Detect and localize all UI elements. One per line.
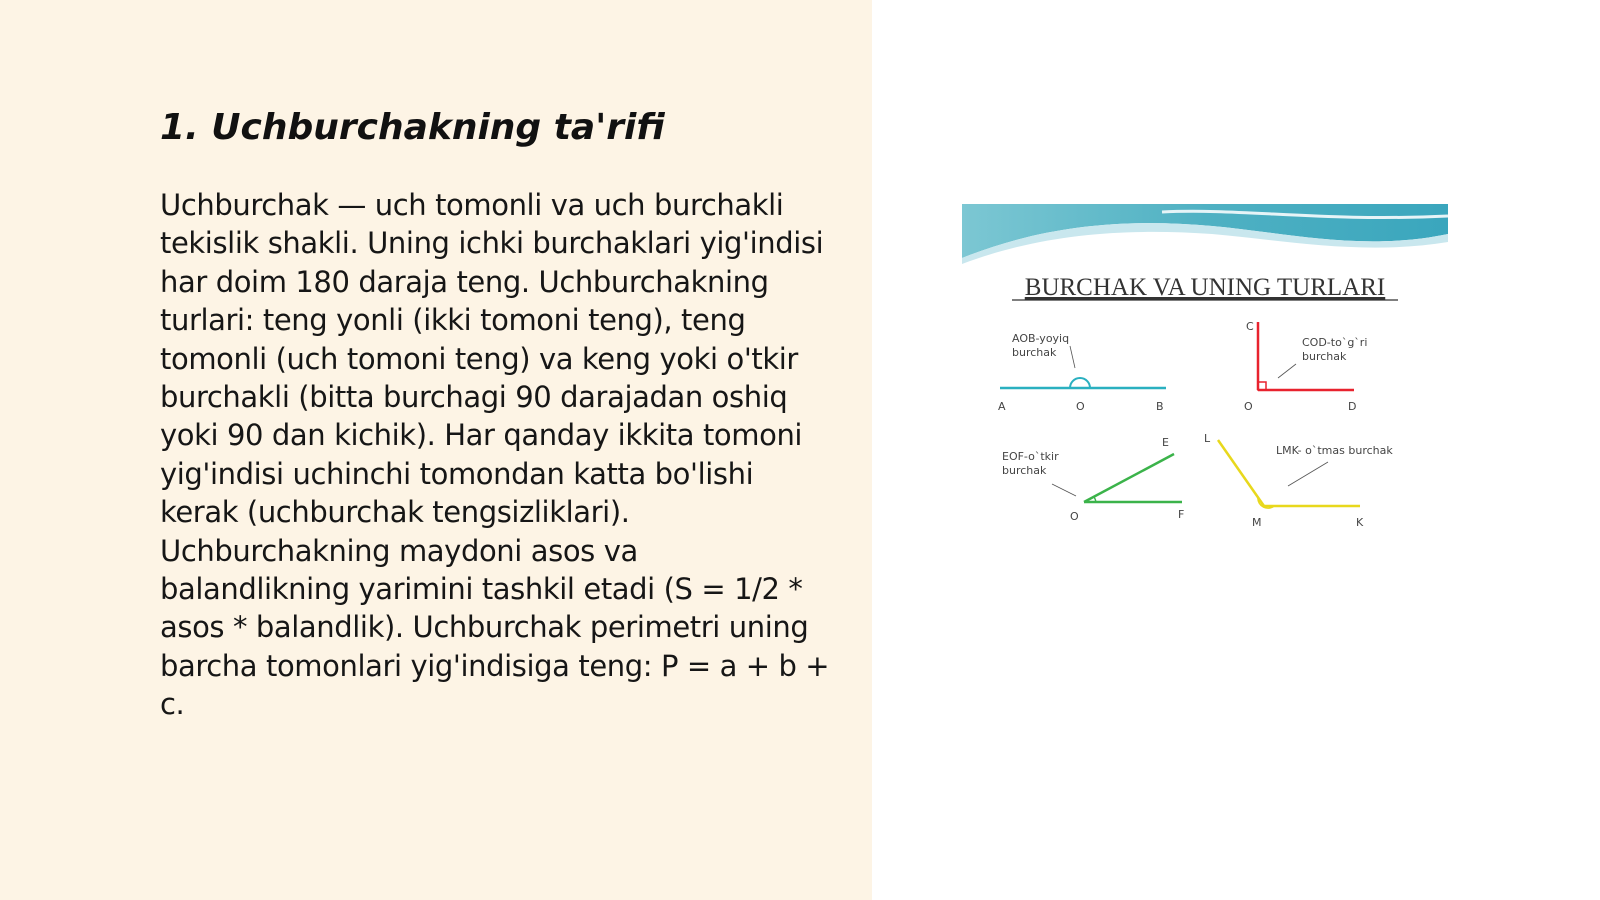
point-a-label: A (998, 400, 1006, 413)
acute-angle-caption-line1: EOF-o`tkir (1002, 450, 1059, 463)
right-angle-caption-line2: burchak (1302, 350, 1347, 363)
straight-angle-pointer (1070, 346, 1075, 368)
acute-angle-upper-ray (1084, 454, 1174, 502)
figure-heading: BURCHAK VA UNING TURLARI (1024, 274, 1386, 301)
acute-angle-diagram (1002, 436, 1184, 523)
point-o-acute-label: O (1070, 510, 1079, 523)
point-o-right-label: O (1244, 400, 1253, 413)
right-angle-diagram (1244, 320, 1367, 413)
angle-types-illustration (962, 204, 1448, 574)
slide-title: 1. Uchburchakning ta'rifi (160, 107, 665, 148)
slide-body-text: Uchburchak — uch tomonli va uch burchakli tekislik shakli. Uning ichki burchaklari yig'indisi har doim 180 daraja teng. Uchburchakning turlari: teng yonli (ikki tomoni teng), teng tomonli (uch tomoni teng) va keng yoki o'tkir burchakli (bitta burchagi 90 darajadan oshiq yoki 90 dan kichik). Har qanday ikkita tomoni yig'indisi uchinchi tomondan katta bo'lishi kerak (uchburchak tengsizliklari). Uchburchakning maydoni asos va balandlikning yarimini tashkil etadi (S = 1/2 * asos * balandlik). Uchburchak perimetri uning barcha tomonlari yig'indisiga teng: P = a + b + c. (160, 188, 830, 722)
straight-angle-caption-line1: AOB-yoyiq (1012, 332, 1070, 345)
right-angle-pointer (1278, 364, 1296, 378)
point-f-label: F (1178, 508, 1185, 521)
acute-angle-pointer (1052, 484, 1076, 496)
point-l-label: L (1204, 432, 1211, 445)
banner-wave (962, 204, 1448, 264)
point-o-label: O (1076, 400, 1085, 413)
point-e-label: E (1162, 436, 1169, 449)
obtuse-angle-pointer (1288, 462, 1328, 486)
acute-angle-caption-line2: burchak (1002, 464, 1047, 477)
obtuse-angle-diagram (1204, 432, 1393, 529)
point-k-label: K (1356, 516, 1364, 529)
point-c-label: C (1246, 320, 1254, 333)
obtuse-angle-caption: LMK- o`tmas burchak (1276, 444, 1393, 457)
right-angle-caption-line1: COD-to`g`ri (1302, 336, 1368, 349)
point-m-label: M (1252, 516, 1262, 529)
straight-angle-diagram (998, 332, 1166, 413)
point-d-label: D (1348, 400, 1357, 413)
point-b-label: B (1156, 400, 1164, 413)
straight-angle-caption-line2: burchak (1012, 346, 1057, 359)
angle-types-figure (962, 204, 1448, 574)
straight-angle-arc (1070, 378, 1090, 388)
obtuse-angle-slanted-ray (1218, 440, 1264, 506)
